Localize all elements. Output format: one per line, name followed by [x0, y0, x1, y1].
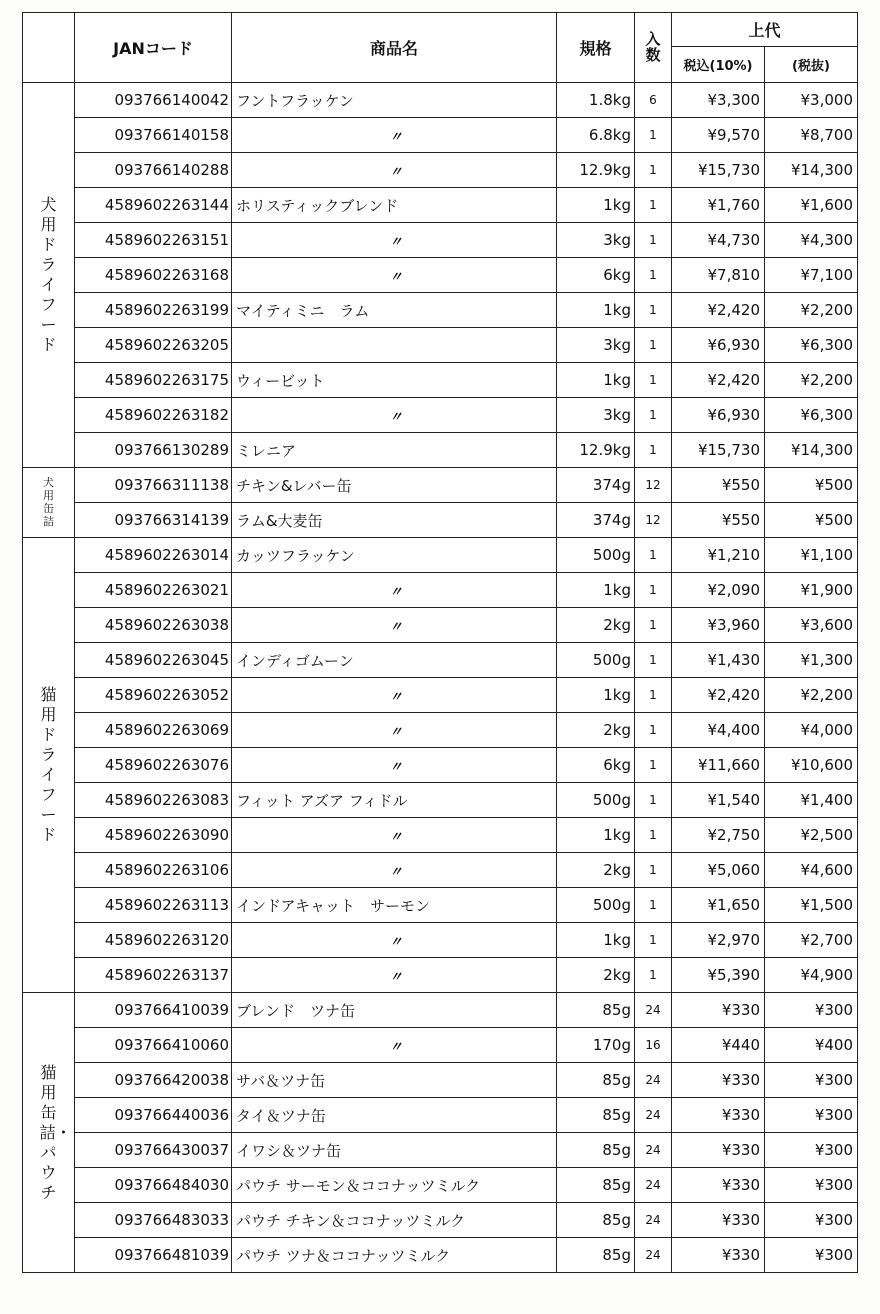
table-row: [23, 713, 858, 748]
table-header: [23, 13, 858, 83]
price-tax-excluded-cell: ¥400: [765, 1028, 858, 1063]
jan-cell: 093766420038: [75, 1063, 232, 1098]
price-tax-included-cell: ¥330: [672, 1238, 765, 1273]
category-label: 猫用缶詰・パウチ: [39, 1062, 72, 1202]
size-cell: 1kg: [557, 573, 635, 608]
price-tax-excluded-cell: ¥4,600: [765, 853, 858, 888]
quantity-cell: 24: [635, 1063, 672, 1098]
product-name-cell: マイティミニ ラム: [232, 293, 557, 328]
size-cell: 6.8kg: [557, 118, 635, 153]
price-tax-excluded-cell: ¥14,300: [765, 433, 858, 468]
price-tax-excluded-cell: ¥300: [765, 1203, 858, 1238]
jan-cell: 093766130289: [75, 433, 232, 468]
jan-cell: 4589602263083: [75, 783, 232, 818]
jan-cell: 093766484030: [75, 1168, 232, 1203]
size-cell: 2kg: [557, 713, 635, 748]
size-cell: 3kg: [557, 398, 635, 433]
table-row: [23, 503, 858, 538]
table-row: [23, 398, 858, 433]
table-row: [23, 1028, 858, 1063]
price-tax-excluded-cell: ¥4,900: [765, 958, 858, 993]
price-tax-excluded-cell: ¥6,300: [765, 328, 858, 363]
jan-cell: 093766440036: [75, 1098, 232, 1133]
table-row: [23, 293, 858, 328]
qty-header-label: 入数: [645, 29, 661, 65]
product-name-cell: 〃: [232, 398, 557, 433]
table-row: [23, 783, 858, 818]
quantity-cell: 1: [635, 258, 672, 293]
table-row: [23, 433, 858, 468]
jan-cell: 4589602263120: [75, 923, 232, 958]
tax-ex-header: (税抜): [765, 47, 858, 83]
category-label: 犬用缶詰: [43, 475, 54, 529]
quantity-cell: 24: [635, 1098, 672, 1133]
size-cell: 2kg: [557, 608, 635, 643]
size-cell: 374g: [557, 503, 635, 538]
quantity-cell: 6: [635, 83, 672, 118]
jan-cell: 4589602263038: [75, 608, 232, 643]
price-tax-included-cell: ¥3,300: [672, 83, 765, 118]
price-tax-included-cell: ¥15,730: [672, 433, 765, 468]
price-tax-included-cell: ¥330: [672, 1098, 765, 1133]
size-cell: 1kg: [557, 293, 635, 328]
table-row: [23, 1203, 858, 1238]
price-tax-included-cell: ¥330: [672, 1133, 765, 1168]
price-tax-excluded-cell: ¥1,600: [765, 188, 858, 223]
price-tax-excluded-cell: ¥2,500: [765, 818, 858, 853]
quantity-cell: 1: [635, 188, 672, 223]
price-tax-included-cell: ¥330: [672, 1168, 765, 1203]
price-tax-excluded-cell: ¥4,300: [765, 223, 858, 258]
size-cell: 500g: [557, 538, 635, 573]
quantity-cell: 1: [635, 818, 672, 853]
product-name-cell: パウチ ツナ＆ココナッツミルク: [232, 1238, 557, 1273]
jan-cell: 093766481039: [75, 1238, 232, 1273]
price-tax-excluded-cell: ¥4,000: [765, 713, 858, 748]
jan-cell: 093766483033: [75, 1203, 232, 1238]
price-tax-excluded-cell: ¥300: [765, 1063, 858, 1098]
jan-cell: 4589602263182: [75, 398, 232, 433]
product-name-cell: インドアキャット サーモン: [232, 888, 557, 923]
price-tax-included-cell: ¥2,090: [672, 573, 765, 608]
product-name-cell: 〃: [232, 153, 557, 188]
price-tax-included-cell: ¥2,750: [672, 818, 765, 853]
product-name-cell: 〃: [232, 258, 557, 293]
quantity-cell: 16: [635, 1028, 672, 1063]
category-cell: [23, 468, 75, 538]
table-row: [23, 1168, 858, 1203]
price-tax-included-cell: ¥2,970: [672, 923, 765, 958]
price-tax-included-cell: ¥330: [672, 1203, 765, 1238]
product-name-cell: 〃: [232, 608, 557, 643]
price-tax-excluded-cell: ¥300: [765, 993, 858, 1028]
quantity-cell: 24: [635, 1203, 672, 1238]
product-name-cell: ラム&大麦缶: [232, 503, 557, 538]
table-row: [23, 993, 858, 1028]
category-header-cell: [23, 13, 75, 83]
table-row: [23, 1063, 858, 1098]
size-cell: 170g: [557, 1028, 635, 1063]
quantity-cell: 1: [635, 748, 672, 783]
size-cell: 2kg: [557, 958, 635, 993]
size-cell: 85g: [557, 1063, 635, 1098]
price-tax-included-cell: ¥9,570: [672, 118, 765, 153]
quantity-cell: 1: [635, 713, 672, 748]
price-tax-included-cell: ¥15,730: [672, 153, 765, 188]
quantity-cell: 1: [635, 853, 672, 888]
price-tax-included-cell: ¥1,760: [672, 188, 765, 223]
price-tax-excluded-cell: ¥500: [765, 468, 858, 503]
category-cell: [23, 538, 75, 993]
price-tax-excluded-cell: ¥1,900: [765, 573, 858, 608]
quantity-cell: 1: [635, 328, 672, 363]
price-tax-included-cell: ¥2,420: [672, 363, 765, 398]
price-tax-included-cell: ¥330: [672, 1063, 765, 1098]
quantity-cell: 24: [635, 1238, 672, 1273]
size-cell: 374g: [557, 468, 635, 503]
price-tax-included-cell: ¥1,210: [672, 538, 765, 573]
product-name-cell: 〃: [232, 1028, 557, 1063]
price-tax-excluded-cell: ¥1,100: [765, 538, 858, 573]
product-name-cell: 〃: [232, 853, 557, 888]
price-tax-included-cell: ¥1,430: [672, 643, 765, 678]
category-cell: [23, 83, 75, 468]
table-row: [23, 923, 858, 958]
price-tax-excluded-cell: ¥2,200: [765, 293, 858, 328]
price-tax-included-cell: ¥4,730: [672, 223, 765, 258]
price-tax-excluded-cell: ¥7,100: [765, 258, 858, 293]
product-name-cell: インディゴムーン: [232, 643, 557, 678]
price-tax-included-cell: ¥1,540: [672, 783, 765, 818]
product-name-cell: 〃: [232, 118, 557, 153]
jan-cell: 4589602263113: [75, 888, 232, 923]
table-row: [23, 258, 858, 293]
table-row: [23, 888, 858, 923]
price-tax-included-cell: ¥2,420: [672, 293, 765, 328]
jan-cell: 4589602263168: [75, 258, 232, 293]
quantity-cell: 1: [635, 573, 672, 608]
size-cell: 3kg: [557, 328, 635, 363]
jan-header: JANコード: [75, 13, 232, 83]
price-tax-excluded-cell: ¥1,400: [765, 783, 858, 818]
category-label: 猫用ドライフード: [40, 685, 57, 844]
price-tax-excluded-cell: ¥2,200: [765, 363, 858, 398]
table-row: [23, 643, 858, 678]
product-name-cell: 〃: [232, 748, 557, 783]
product-name-cell: 〃: [232, 223, 557, 258]
price-tax-included-cell: ¥7,810: [672, 258, 765, 293]
quantity-cell: 1: [635, 958, 672, 993]
quantity-cell: 1: [635, 783, 672, 818]
price-tax-included-cell: ¥2,420: [672, 678, 765, 713]
size-cell: 500g: [557, 888, 635, 923]
price-tax-included-cell: ¥6,930: [672, 328, 765, 363]
table-body: [23, 83, 858, 1273]
size-cell: 85g: [557, 1133, 635, 1168]
price-tax-excluded-cell: ¥10,600: [765, 748, 858, 783]
product-name-cell: 〃: [232, 573, 557, 608]
size-cell: 1kg: [557, 818, 635, 853]
table-row: [23, 468, 858, 503]
table-row: [23, 1238, 858, 1273]
price-tax-included-cell: ¥550: [672, 468, 765, 503]
size-cell: 3kg: [557, 223, 635, 258]
table-row: [23, 853, 858, 888]
jan-cell: 093766140158: [75, 118, 232, 153]
jan-cell: 4589602263175: [75, 363, 232, 398]
price-tax-included-cell: ¥11,660: [672, 748, 765, 783]
table-row: [23, 223, 858, 258]
size-cell: 12.9kg: [557, 433, 635, 468]
size-cell: 12.9kg: [557, 153, 635, 188]
table-row: [23, 538, 858, 573]
table-row: [23, 608, 858, 643]
size-cell: 85g: [557, 1203, 635, 1238]
price-tax-excluded-cell: ¥300: [765, 1238, 858, 1273]
product-name-cell: カッツフラッケン: [232, 538, 557, 573]
table-row: [23, 1098, 858, 1133]
price-tax-included-cell: ¥5,390: [672, 958, 765, 993]
price-tax-excluded-cell: ¥1,500: [765, 888, 858, 923]
product-name-cell: パウチ チキン＆ココナッツミルク: [232, 1203, 557, 1238]
jan-cell: 4589602263090: [75, 818, 232, 853]
price-tax-excluded-cell: ¥8,700: [765, 118, 858, 153]
table-row: [23, 83, 858, 118]
jan-cell: 4589602263052: [75, 678, 232, 713]
jan-cell: 4589602263137: [75, 958, 232, 993]
price-tax-included-cell: ¥330: [672, 993, 765, 1028]
product-name-cell: フントフラッケン: [232, 83, 557, 118]
size-cell: 500g: [557, 643, 635, 678]
size-cell: 85g: [557, 1168, 635, 1203]
jan-cell: 4589602263106: [75, 853, 232, 888]
category-cell: [23, 993, 75, 1273]
quantity-cell: 1: [635, 608, 672, 643]
jan-cell: 093766140042: [75, 83, 232, 118]
size-cell: 1kg: [557, 678, 635, 713]
product-name-cell: ミレニア: [232, 433, 557, 468]
table-row: [23, 188, 858, 223]
product-name-cell: [232, 328, 557, 363]
product-name-cell: 〃: [232, 678, 557, 713]
table-row: [23, 363, 858, 398]
quantity-cell: 1: [635, 643, 672, 678]
product-name-cell: イワシ＆ツナ缶: [232, 1133, 557, 1168]
jan-cell: 093766140288: [75, 153, 232, 188]
table-row: [23, 573, 858, 608]
price-tax-excluded-cell: ¥2,200: [765, 678, 858, 713]
table-row: [23, 118, 858, 153]
product-name-cell: ウィービット: [232, 363, 557, 398]
size-cell: 1kg: [557, 363, 635, 398]
jan-cell: 4589602263151: [75, 223, 232, 258]
category-label: 犬用ドライフード: [40, 195, 57, 354]
price-tax-excluded-cell: ¥300: [765, 1133, 858, 1168]
tax-in-header: 税込(10%): [672, 47, 765, 83]
product-name-cell: パウチ サーモン＆ココナッツミルク: [232, 1168, 557, 1203]
price-tax-included-cell: ¥3,960: [672, 608, 765, 643]
price-tax-included-cell: ¥4,400: [672, 713, 765, 748]
price-tax-included-cell: ¥6,930: [672, 398, 765, 433]
jan-cell: 4589602263045: [75, 643, 232, 678]
quantity-cell: 1: [635, 293, 672, 328]
size-cell: 2kg: [557, 853, 635, 888]
quantity-cell: 12: [635, 468, 672, 503]
size-cell: 1.8kg: [557, 83, 635, 118]
product-name-cell: 〃: [232, 958, 557, 993]
table-row: [23, 1133, 858, 1168]
table-row: [23, 678, 858, 713]
quantity-cell: 1: [635, 888, 672, 923]
price-tax-excluded-cell: ¥3,000: [765, 83, 858, 118]
quantity-cell: 12: [635, 503, 672, 538]
table-row: [23, 153, 858, 188]
table-row: [23, 958, 858, 993]
size-cell: 85g: [557, 1238, 635, 1273]
product-name-cell: タイ＆ツナ缶: [232, 1098, 557, 1133]
quantity-cell: 1: [635, 223, 672, 258]
quantity-cell: 1: [635, 923, 672, 958]
price-tax-excluded-cell: ¥3,600: [765, 608, 858, 643]
jan-cell: 093766410060: [75, 1028, 232, 1063]
jan-cell: 093766314139: [75, 503, 232, 538]
price-tax-excluded-cell: ¥300: [765, 1098, 858, 1133]
size-cell: 500g: [557, 783, 635, 818]
price-tax-excluded-cell: ¥2,700: [765, 923, 858, 958]
product-name-cell: ブレンド ツナ缶: [232, 993, 557, 1028]
table-row: [23, 748, 858, 783]
product-name-cell: フィット アズア フィドル: [232, 783, 557, 818]
jan-cell: 4589602263076: [75, 748, 232, 783]
quantity-cell: 1: [635, 678, 672, 713]
product-name-cell: チキン&レバー缶: [232, 468, 557, 503]
price-tax-included-cell: ¥1,650: [672, 888, 765, 923]
size-cell: 85g: [557, 993, 635, 1028]
jan-cell: 4589602263144: [75, 188, 232, 223]
table-row: [23, 328, 858, 363]
quantity-cell: 1: [635, 538, 672, 573]
price-list-table: [22, 12, 858, 1273]
price-group-header: 上代: [672, 13, 858, 47]
jan-cell: 4589602263205: [75, 328, 232, 363]
name-header: 商品名: [232, 13, 557, 83]
jan-cell: 093766410039: [75, 993, 232, 1028]
quantity-cell: 24: [635, 993, 672, 1028]
table-row: [23, 818, 858, 853]
product-name-cell: 〃: [232, 818, 557, 853]
size-cell: 1kg: [557, 188, 635, 223]
product-name-cell: サバ＆ツナ缶: [232, 1063, 557, 1098]
jan-cell: 4589602263014: [75, 538, 232, 573]
size-cell: 85g: [557, 1098, 635, 1133]
size-cell: 6kg: [557, 258, 635, 293]
size-cell: 1kg: [557, 923, 635, 958]
jan-cell: 093766430037: [75, 1133, 232, 1168]
price-tax-included-cell: ¥440: [672, 1028, 765, 1063]
quantity-cell: 24: [635, 1168, 672, 1203]
quantity-cell: 1: [635, 153, 672, 188]
price-tax-excluded-cell: ¥500: [765, 503, 858, 538]
price-tax-excluded-cell: ¥1,300: [765, 643, 858, 678]
price-tax-excluded-cell: ¥300: [765, 1168, 858, 1203]
jan-cell: 093766311138: [75, 468, 232, 503]
product-name-cell: 〃: [232, 713, 557, 748]
price-tax-excluded-cell: ¥14,300: [765, 153, 858, 188]
price-tax-included-cell: ¥5,060: [672, 853, 765, 888]
quantity-cell: 1: [635, 363, 672, 398]
jan-cell: 4589602263199: [75, 293, 232, 328]
qty-header: [635, 13, 672, 83]
jan-cell: 4589602263069: [75, 713, 232, 748]
product-name-cell: ホリスティックブレンド: [232, 188, 557, 223]
price-tax-excluded-cell: ¥6,300: [765, 398, 858, 433]
quantity-cell: 1: [635, 118, 672, 153]
size-cell: 6kg: [557, 748, 635, 783]
price-tax-included-cell: ¥550: [672, 503, 765, 538]
quantity-cell: 1: [635, 433, 672, 468]
quantity-cell: 24: [635, 1133, 672, 1168]
quantity-cell: 1: [635, 398, 672, 433]
product-name-cell: 〃: [232, 923, 557, 958]
jan-cell: 4589602263021: [75, 573, 232, 608]
size-header: 規格: [557, 13, 635, 83]
